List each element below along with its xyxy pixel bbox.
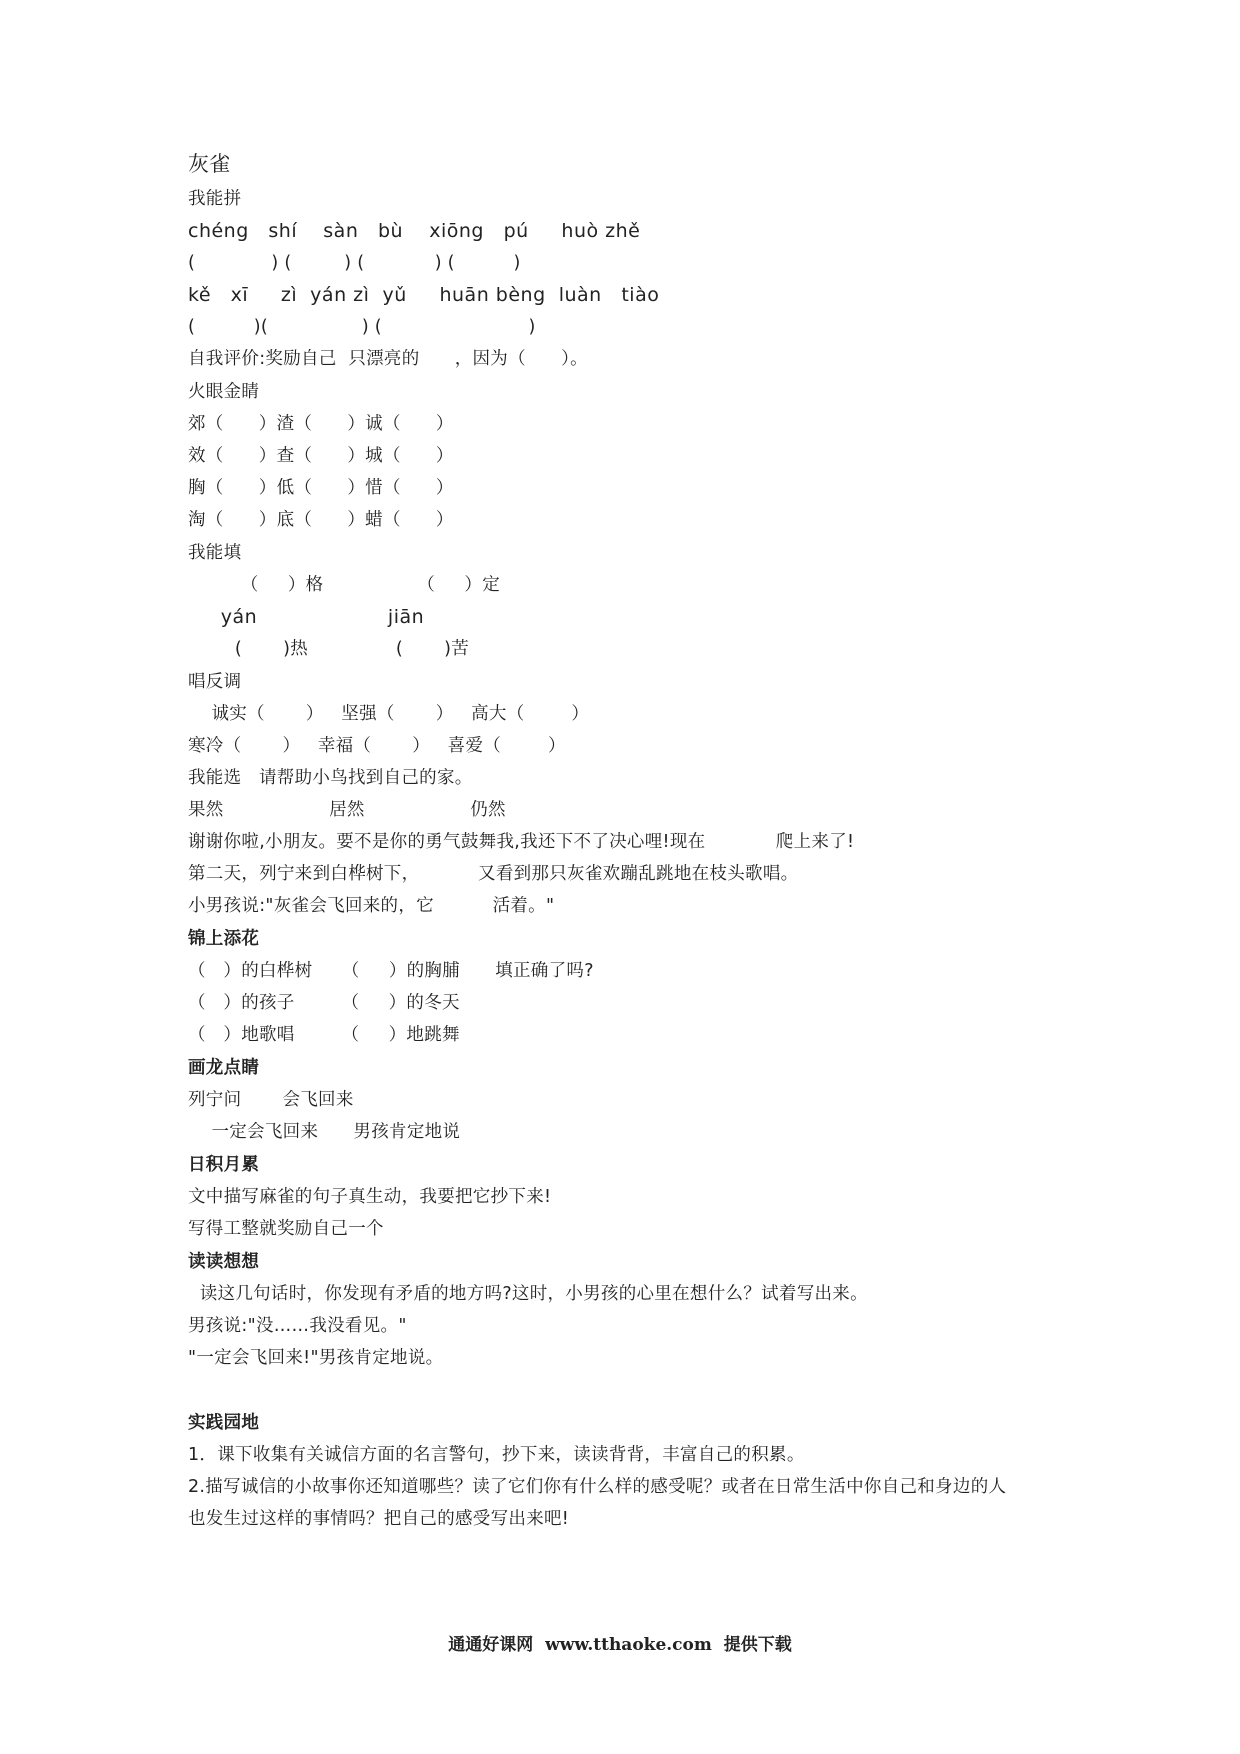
pinyin-line-1: chéng shí sàn bù xiōng pú huò zhě	[188, 220, 641, 242]
section-heading-read: 读读想想	[188, 1252, 260, 1272]
dragon-row-2: 一定会飞回来 男孩肯定地说	[188, 1122, 461, 1142]
choose-sentence-2: 第二天，列宁来到白桦树下， 又看到那只灰雀欢蹦乱跳地在枝头歌唱。	[188, 864, 799, 884]
accumulate-row-1: 文中描写麻雀的句子真生动，我要把它抄下来!	[188, 1187, 552, 1207]
section-heading-dragon: 画龙点睛	[188, 1058, 260, 1078]
section-heading-pinyin: 我能拼	[188, 189, 242, 209]
read-row-3: "一定会飞回来!"男孩肯定地说。	[188, 1348, 444, 1368]
read-row-1: 读这几句话时，你发现有矛盾的地方吗?这时，小男孩的心里在想什么？试着写出来。	[188, 1284, 868, 1304]
choose-sentence-3: 小男孩说:"灰雀会飞回来的，它 活着。"	[188, 896, 555, 916]
practice-item-2b: 也发生过这样的事情吗？把自己的感受写出来吧!	[188, 1509, 570, 1529]
pinyin-blanks-2: ( )( ) ( )	[188, 317, 536, 337]
practice-item-1: 1．课下收集有关诚信方面的名言警句，抄下来，读读背背，丰富自己的积累。	[188, 1445, 805, 1465]
fill-row-1: （ ）格 （ ）定	[188, 575, 500, 595]
flowers-row-3: （ ）地歌唱 （ ）地跳舞	[188, 1025, 460, 1045]
eyes-row-2: 效（ ）查（ ）城（ ）	[188, 446, 454, 466]
section-heading-fill: 我能填	[188, 543, 242, 563]
fill-row-3: ( )热 ( )苦	[188, 639, 470, 659]
self-evaluation: 自我评价:奖励自己 只漂亮的 ，因为（ ）。	[188, 349, 588, 369]
flowers-row-2: （ ）的孩子 （ ）的冬天	[188, 993, 460, 1013]
section-heading-practice: 实践园地	[188, 1413, 260, 1433]
choose-options: 果然 居然 仍然	[188, 800, 506, 820]
section-heading-eyes: 火眼金睛	[188, 382, 260, 402]
practice-item-2a: 2.描写诚信的小故事你还知道哪些？读了它们你有什么样的感受呢？或者在日常生活中你自己和身边的人	[188, 1477, 1007, 1497]
section-heading-accumulate: 日积月累	[188, 1155, 260, 1175]
section-heading-flowers: 锦上添花	[188, 929, 260, 949]
pinyin-blanks-1: ( ) ( ) ( ) ( )	[188, 253, 521, 273]
pinyin-line-2: kě xī zì yán zì yǔ huān bèng luàn tiào	[188, 284, 660, 306]
opposite-row-1: 诚实（ ） 坚强（ ） 高大（ ）	[188, 704, 590, 724]
section-heading-opposite: 唱反调	[188, 672, 242, 692]
eyes-row-3: 胸（ ）低（ ）惜（ ）	[188, 478, 454, 498]
page-footer: 通通好课网 www.tthaoke.com 提供下载	[448, 1635, 792, 1655]
fill-row-2: yán jiān	[188, 606, 425, 628]
document-title: 灰雀	[188, 152, 231, 176]
eyes-row-4: 淘（ ）底（ ）蜡（ ）	[188, 510, 454, 530]
flowers-row-1: （ ）的白桦树 （ ）的胸脯 填正确了吗?	[188, 961, 594, 981]
opposite-row-2: 寒冷（ ） 幸福（ ） 喜爱（ ）	[188, 736, 566, 756]
choose-sentence-1: 谢谢你啦,小朋友。要不是你的勇气鼓舞我,我还下不了决心哩!现在 爬上来了!	[188, 832, 855, 852]
read-row-2: 男孩说:"没……我没看见。"	[188, 1316, 407, 1336]
accumulate-row-2: 写得工整就奖励自己一个	[188, 1219, 384, 1239]
section-heading-choose: 我能选 请帮助小鸟找到自己的家。	[188, 768, 473, 788]
eyes-row-1: 郊（ ）渣（ ）诚（ ）	[188, 414, 454, 434]
dragon-row-1: 列宁问 会飞回来	[188, 1090, 354, 1110]
